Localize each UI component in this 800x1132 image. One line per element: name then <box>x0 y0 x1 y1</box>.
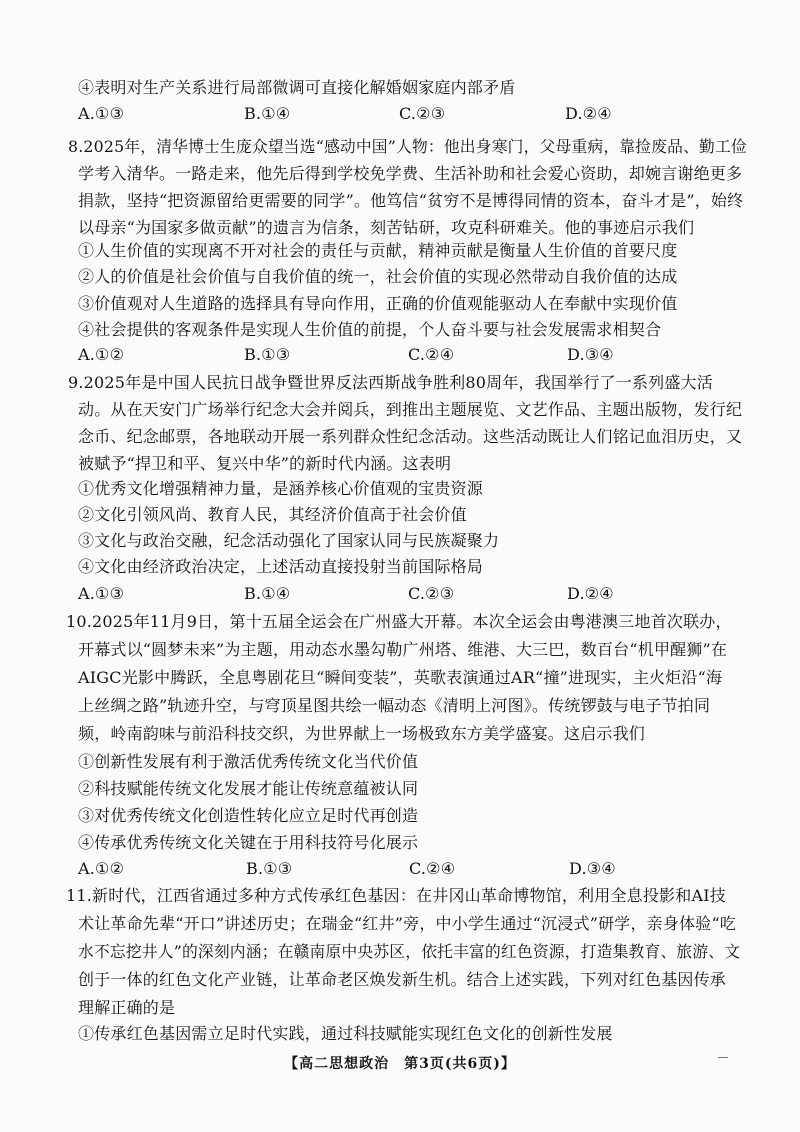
q8-option-c: C.②④ <box>408 345 455 364</box>
q11-stem-line-1: 11.新时代，江西省通过多种方式传承红色基因：在井冈山革命博物馆，利用全息投影和AI技 <box>66 886 726 905</box>
q9-stem-line-2: 动。从在天安门广场举行纪念大会并阅兵，到推出主题展览、文艺作品、主题出版物，发行纪 <box>78 400 743 419</box>
q9-option-d: D.②④ <box>567 584 614 603</box>
scan-mark <box>718 1057 728 1058</box>
q9-stem-line-1: 9.2025年是中国人民抗日战争暨世界反法西斯战争胜利80周年，我国举行了一系列盛大活 <box>68 373 713 392</box>
q9-stem-line-4: 被赋予“捍卫和平、复兴中华”的新时代内涵。这表明 <box>78 454 452 473</box>
q8-option-d: D.③④ <box>567 345 614 364</box>
q9-option-a: A.①③ <box>78 584 125 603</box>
q10-option-d: D.③④ <box>569 859 616 878</box>
q9-statement-3: ③文化与政治交融，纪念活动强化了国家认同与民族凝聚力 <box>78 531 500 550</box>
q10-option-a: A.①② <box>78 859 125 878</box>
q7-option-a: A.①③ <box>78 104 125 123</box>
q7-option-b: B.①④ <box>244 104 291 123</box>
q8-statement-4: ④社会提供的客观条件是实现人生价值的前提，个人奋斗要与社会发展需求相契合 <box>78 320 662 339</box>
page-footer: 【高二思想政治 第3页(共6页)】 <box>284 1056 516 1072</box>
q11-stem-line-5: 理解正确的是 <box>78 998 176 1017</box>
q9-option-c: C.②③ <box>408 584 455 603</box>
q8-stem-line-2: 学考入清华。一路走来，他先后得到学校免学费、生活补助和社会爱心资助，却婉言谢绝更多 <box>78 164 743 183</box>
q10-stem-line-5: 频，岭南韵味与前沿科技交织，为世界献上一场极致东方美学盛宴。这启示我们 <box>78 724 646 743</box>
q8-option-a: A.①② <box>78 345 125 364</box>
q11-stem-line-2: 术让革命先辈“开口”讲述历史；在瑞金“红井”旁，中小学生通过“沉浸式”研学，亲身体验“吃 <box>78 914 737 933</box>
q8-statement-3: ③价值观对人生道路的选择具有导向作用，正确的价值观能驱动人在奉献中实现价值 <box>78 294 678 313</box>
q9-option-b: B.①④ <box>244 584 291 603</box>
q8-stem-line-1: 8.2025年，清华博士生庞众望当选“感动中国”人物：他出身寒门，父母重病，靠捡废品、勤工俭 <box>68 137 747 156</box>
q9-stem-line-3: 念币、纪念邮票，各地联动开展一系列群众性纪念活动。这些活动既让人们铭记血泪历史，又 <box>78 427 743 446</box>
q8-stem-line-3: 捐款，坚持“把资源留给更需要的同学”。他笃信“贫穷不是博得同情的资本，奋斗才是”，始终 <box>78 191 744 210</box>
q10-option-c: C.②④ <box>409 859 456 878</box>
q10-stem-line-4: 上丝绸之路”轨迹升空，与穹顶星图共绘一幅动态《清明上河图》。传统锣鼓与电子节拍同 <box>78 696 711 715</box>
q8-statement-2: ②人的价值是社会价值与自我价值的统一，社会价值的实现必然带动自我价值的达成 <box>78 267 678 286</box>
q10-statement-3: ③对优秀传统文化创造性转化应立足时代再创造 <box>78 806 419 825</box>
q7-option-d: D.②④ <box>565 104 612 123</box>
q11-stem-line-4: 创于一体的红色文化产业链，让革命老区焕发新生机。结合上述实践，下列对红色基因传承 <box>78 970 727 989</box>
q8-stem-line-4: 以母亲“为国家多做贡献”的遗言为信条，刻苦钻研，攻克科研难关。他的事迹启示我们 <box>78 218 695 237</box>
q10-stem-line-3: AIGC光影中腾跃，全息粤剧花旦“瞬间变装”，英歌表演通过AR“撞”进现实，主火炬沿“海 <box>78 668 723 687</box>
q9-statement-2: ②文化引领风尚、教育人民，其经济价值高于社会价值 <box>78 505 467 524</box>
q10-statement-2: ②科技赋能传统文化发展才能让传统意蕴被认同 <box>78 779 419 798</box>
q10-stem-line-2: 开幕式以“圆梦未来”为主题，用动态水墨勾勒广州塔、维港、大三巴，数百台“机甲醒狮”在 <box>78 640 728 659</box>
q7-option-c: C.②③ <box>399 104 446 123</box>
q9-statement-4: ④文化由经济政治决定，上述活动直接投射当前国际格局 <box>78 557 484 576</box>
q10-statement-1: ①创新性发展有利于激活优秀传统文化当代价值 <box>78 752 419 771</box>
q10-statement-4: ④传承优秀传统文化关键在于用科技符号化展示 <box>78 833 419 852</box>
q8-statement-1: ①人生价值的实现离不开对社会的责任与贡献，精神贡献是衡量人生价值的首要尺度 <box>78 241 678 260</box>
q8-option-b: B.①③ <box>244 345 291 364</box>
q9-statement-1: ①优秀文化增强精神力量，是涵养核心价值观的宝贵资源 <box>78 479 484 498</box>
q11-stem-line-3: 水不忘挖井人”的深刻内涵；在赣南原中央苏区，依托丰富的红色资源，打造集教育、旅游、文 <box>78 942 741 961</box>
q10-stem-line-1: 10.2025年11月9日，第十五届全运会在广州盛大开幕。本次全运会由粤港澳三地首次联办， <box>66 612 732 631</box>
q10-option-b: B.①③ <box>246 859 293 878</box>
q7-statement-4: ④表明对生产关系进行局部微调可直接化解婚姻家庭内部矛盾 <box>78 78 516 97</box>
q11-statement-1: ①传承红色基因需立足时代实践，通过科技赋能实现红色文化的创新性发展 <box>78 1024 613 1043</box>
